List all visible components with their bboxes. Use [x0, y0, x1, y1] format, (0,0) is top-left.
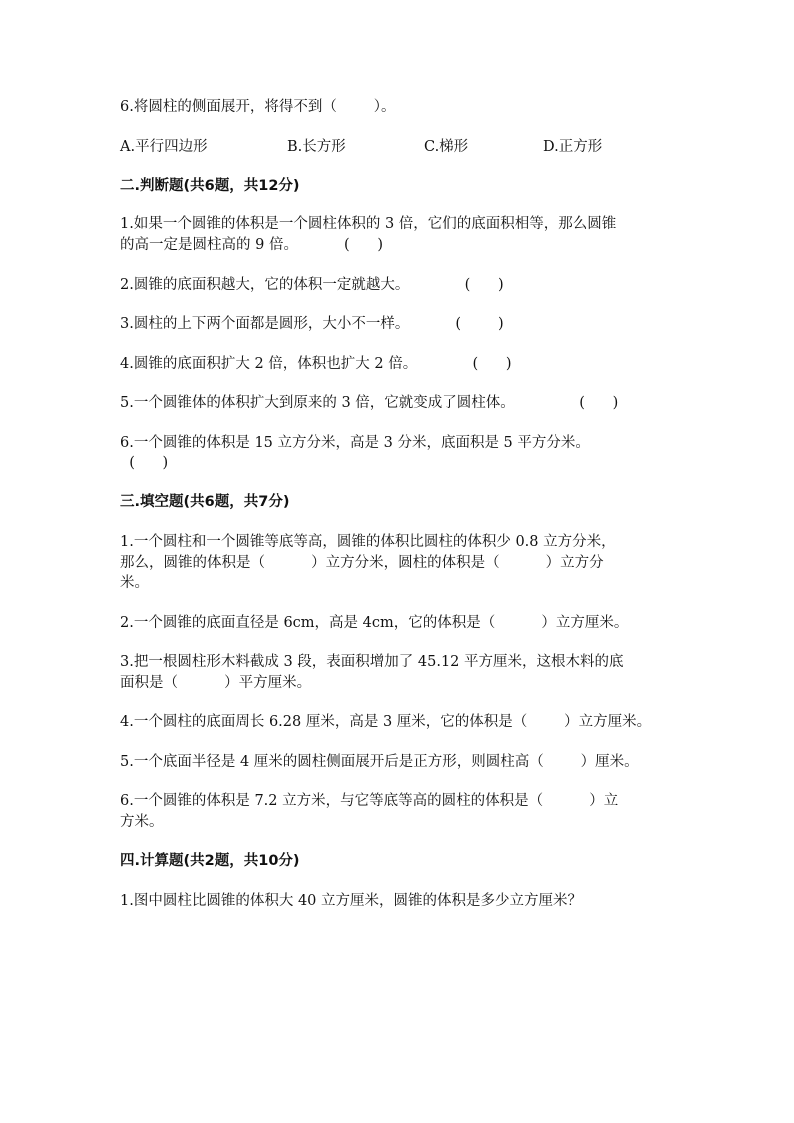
section-title-judgement: 二.判断题(共6题，共12分)	[120, 178, 300, 194]
section-title-calculation: 四.计算题(共2题，共10分)	[120, 853, 300, 869]
judgement-item-1-line-2: 的高一定是圆柱高的 9 倍。 ( )	[120, 237, 384, 253]
fill-item-3-line-2: 面积是（ ）平方厘米。	[120, 675, 312, 691]
option-b: B.长方形	[287, 139, 346, 155]
option-d: D.正方形	[543, 139, 603, 155]
fill-item-5: 5.一个底面半径是 4 厘米的圆柱侧面展开后是正方形，则圆柱高（ ）厘米。	[120, 754, 639, 770]
fill-item-6-line-2: 方米。	[120, 814, 164, 830]
fill-item-2: 2.一个圆锥的底面直径是 6cm，高是 4cm，它的体积是（ ）立方厘米。	[120, 615, 629, 631]
calc-item-1: 1.图中圆柱比圆锥的体积大 40 立方厘米，圆锥的体积是多少立方厘米？	[120, 893, 583, 909]
judgement-item-1-line-1: 1.如果一个圆锥的体积是一个圆柱体积的 3 倍，它们的底面积相等，那么圆锥	[120, 216, 617, 232]
option-a: A.平行四边形	[120, 139, 208, 155]
fill-item-1-line-2: 那么，圆锥的体积是（ ）立方分米，圆柱的体积是（ ）立方分	[120, 555, 604, 571]
section-title-fill-blank: 三.填空题(共6题，共7分)	[120, 494, 290, 510]
judgement-item-6-line-1: 6.一个圆锥的体积是 15 立方分米，高是 3 分米，底面积是 5 平方分米。	[120, 435, 590, 451]
fill-item-4: 4.一个圆柱的底面周长 6.28 厘米，高是 3 厘米，它的体积是（ ）立方厘米。	[120, 714, 652, 730]
option-c: C.梯形	[424, 139, 469, 155]
fill-item-1-line-1: 1.一个圆柱和一个圆锥等底等高，圆锥的体积比圆柱的体积少 0.8 立方分米，	[120, 534, 616, 550]
question-6-stem: 6.将圆柱的侧面展开，将得不到（ ）。	[120, 99, 396, 115]
judgement-item-2: 2.圆锥的底面积越大，它的体积一定就越大。 ( )	[120, 277, 504, 293]
judgement-item-3: 3.圆柱的上下两个面都是圆形，大小不一样。 ( )	[120, 316, 504, 332]
judgement-item-4: 4.圆锥的底面积扩大 2 倍，体积也扩大 2 倍。 ( )	[120, 356, 512, 372]
fill-item-6-line-1: 6.一个圆锥的体积是 7.2 立方米，与它等底等高的圆柱的体积是（ ）立	[120, 793, 619, 809]
judgement-item-5: 5.一个圆锥体的体积扩大到原来的 3 倍，它就变成了圆柱体。 ( )	[120, 395, 619, 411]
judgement-item-6-line-2: ( )	[120, 455, 169, 471]
fill-item-3-line-1: 3.把一根圆柱形木料截成 3 段，表面积增加了 45.12 平方厘米，这根木料的底	[120, 654, 624, 670]
fill-item-1-line-3: 米。	[120, 575, 149, 591]
